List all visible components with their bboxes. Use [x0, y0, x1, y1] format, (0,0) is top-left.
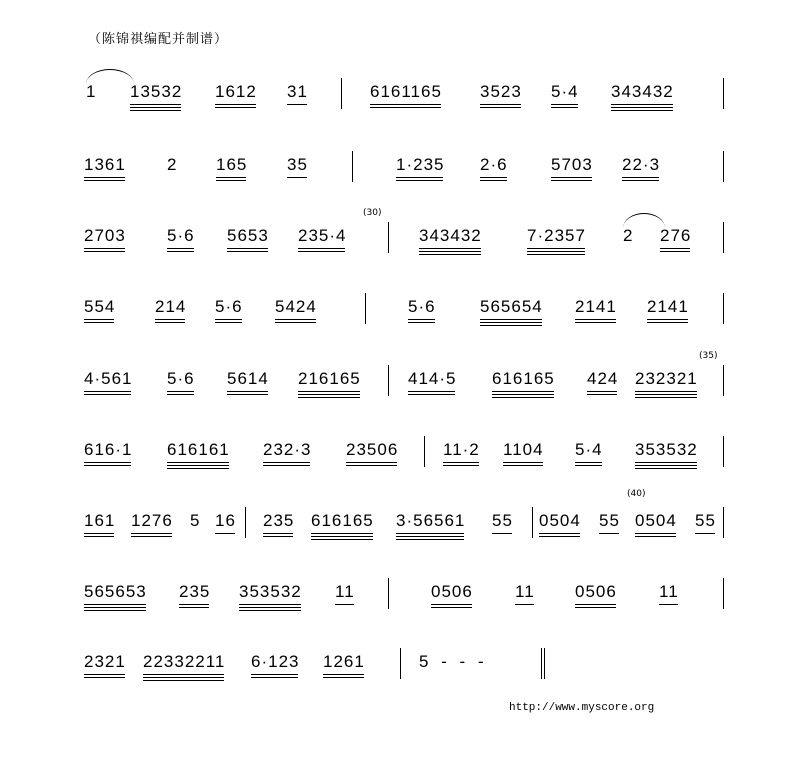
- note-group: 232321: [635, 369, 698, 389]
- score-line-9: [0, 652, 789, 698]
- bar-line: [400, 648, 401, 679]
- score-line-7: [0, 489, 789, 557]
- bar-line: [388, 578, 389, 609]
- note-group: 616165: [311, 511, 374, 531]
- note-group: 5424: [275, 297, 317, 317]
- note-group: 616161: [167, 440, 230, 460]
- note-group: 22·3: [622, 155, 660, 175]
- note-group: 161: [84, 511, 115, 531]
- note-group: 343432: [419, 226, 482, 246]
- score-line-8: [0, 582, 789, 628]
- note-group: 414·5: [408, 369, 456, 389]
- note-group: 232·3: [263, 440, 311, 460]
- bar-line: [723, 578, 724, 609]
- note-group: 5614: [227, 369, 269, 389]
- note-group: 565653: [84, 582, 147, 602]
- source-url: http://www.myscore.org: [509, 702, 655, 714]
- note-group: 216165: [298, 369, 361, 389]
- note-group: 2141: [575, 297, 617, 317]
- note-group: 2141: [647, 297, 689, 317]
- note-group: 5·6: [215, 297, 243, 317]
- measure-number: (30): [363, 208, 382, 218]
- measure-number: (40): [627, 489, 646, 499]
- note-group: 22332211: [143, 652, 225, 672]
- note-group: 353532: [239, 582, 302, 602]
- note-group: 1104: [503, 440, 544, 460]
- score-line-4: [0, 297, 789, 343]
- bar-line: [388, 222, 389, 253]
- note-group: 565654: [480, 297, 543, 317]
- note-group: 1: [86, 82, 97, 101]
- note-group: 5·4: [551, 82, 579, 102]
- note-group: 0506: [575, 582, 617, 602]
- note-group: 5·6: [167, 226, 195, 246]
- bar-line: [723, 293, 724, 324]
- note-group: 55: [695, 511, 716, 531]
- note-group: 7·2357: [527, 226, 586, 246]
- note-group: 2: [623, 226, 634, 245]
- bar-line: [723, 507, 724, 538]
- note-group: 5·4: [575, 440, 603, 460]
- note-group: 11·2: [443, 440, 480, 460]
- note-group: 5: [190, 511, 201, 530]
- bar-line: [723, 222, 724, 253]
- note-group: 0504: [635, 511, 677, 531]
- note-group: 23506: [346, 440, 398, 460]
- bar-line: [341, 78, 342, 109]
- note-group: 2·6: [480, 155, 508, 175]
- note-group: 554: [84, 297, 115, 317]
- note-group: 214: [155, 297, 186, 317]
- note-group: 0504: [539, 511, 581, 531]
- bar-line: [532, 507, 533, 538]
- score-line-1: [0, 82, 789, 128]
- note-group: 6161165: [370, 82, 442, 102]
- note-group: 5703: [551, 155, 593, 175]
- bar-line: [723, 151, 724, 182]
- note-group: 16: [215, 511, 236, 531]
- note-group: 1612: [215, 82, 257, 102]
- note-group: 343432: [611, 82, 674, 102]
- score-line-2: [0, 155, 789, 201]
- note-group: 1261: [323, 652, 365, 672]
- bar-line: [723, 365, 724, 396]
- note-group: 5·6: [167, 369, 195, 389]
- arranger-credit: （陈锦祺编配并制谱）: [88, 32, 229, 47]
- score-line-3: [0, 208, 789, 272]
- note-group: 2703: [84, 226, 126, 246]
- note-group: 616·1: [84, 440, 132, 460]
- note-group: 35: [287, 155, 308, 175]
- bar-line: [723, 436, 724, 467]
- note-group: 3·56561: [396, 511, 465, 531]
- note-group: 6·123: [251, 652, 299, 672]
- bar-line: [245, 507, 246, 538]
- bar-line: [424, 436, 425, 467]
- note-group: 235: [179, 582, 210, 602]
- note-group: 1276: [131, 511, 173, 531]
- note-group: 1·235: [396, 155, 444, 175]
- note-group: 0506: [431, 582, 473, 602]
- final-bar-line: [541, 648, 545, 679]
- note-group: 4·561: [84, 369, 132, 389]
- note-group: 1361: [84, 155, 126, 175]
- note-group: 2321: [84, 652, 126, 672]
- bar-line: [365, 293, 366, 324]
- note-group: 11: [515, 582, 535, 602]
- note-group: 2: [167, 155, 178, 174]
- note-group: 235: [263, 511, 294, 531]
- note-group: 55: [492, 511, 513, 531]
- note-group: 235·4: [298, 226, 346, 246]
- bar-line: [352, 151, 353, 182]
- note-group: 55: [599, 511, 620, 531]
- measure-number: (35): [699, 351, 718, 361]
- score-line-6: [0, 440, 789, 486]
- note-group: 424: [587, 369, 618, 389]
- note-group: 5 - - -: [419, 652, 485, 671]
- note-group: 5·6: [408, 297, 436, 317]
- note-group: 11: [659, 582, 679, 602]
- bar-line: [723, 78, 724, 109]
- note-group: 5653: [227, 226, 269, 246]
- note-group: 353532: [635, 440, 698, 460]
- note-group: 31: [287, 82, 308, 102]
- score-line-5: [0, 351, 789, 415]
- note-group: 276: [660, 226, 691, 246]
- note-group: 11: [335, 582, 355, 602]
- note-group: 13532: [130, 82, 182, 102]
- note-group: 616165: [492, 369, 555, 389]
- bar-line: [388, 365, 389, 396]
- note-group: 165: [216, 155, 247, 175]
- note-group: 3523: [480, 82, 522, 102]
